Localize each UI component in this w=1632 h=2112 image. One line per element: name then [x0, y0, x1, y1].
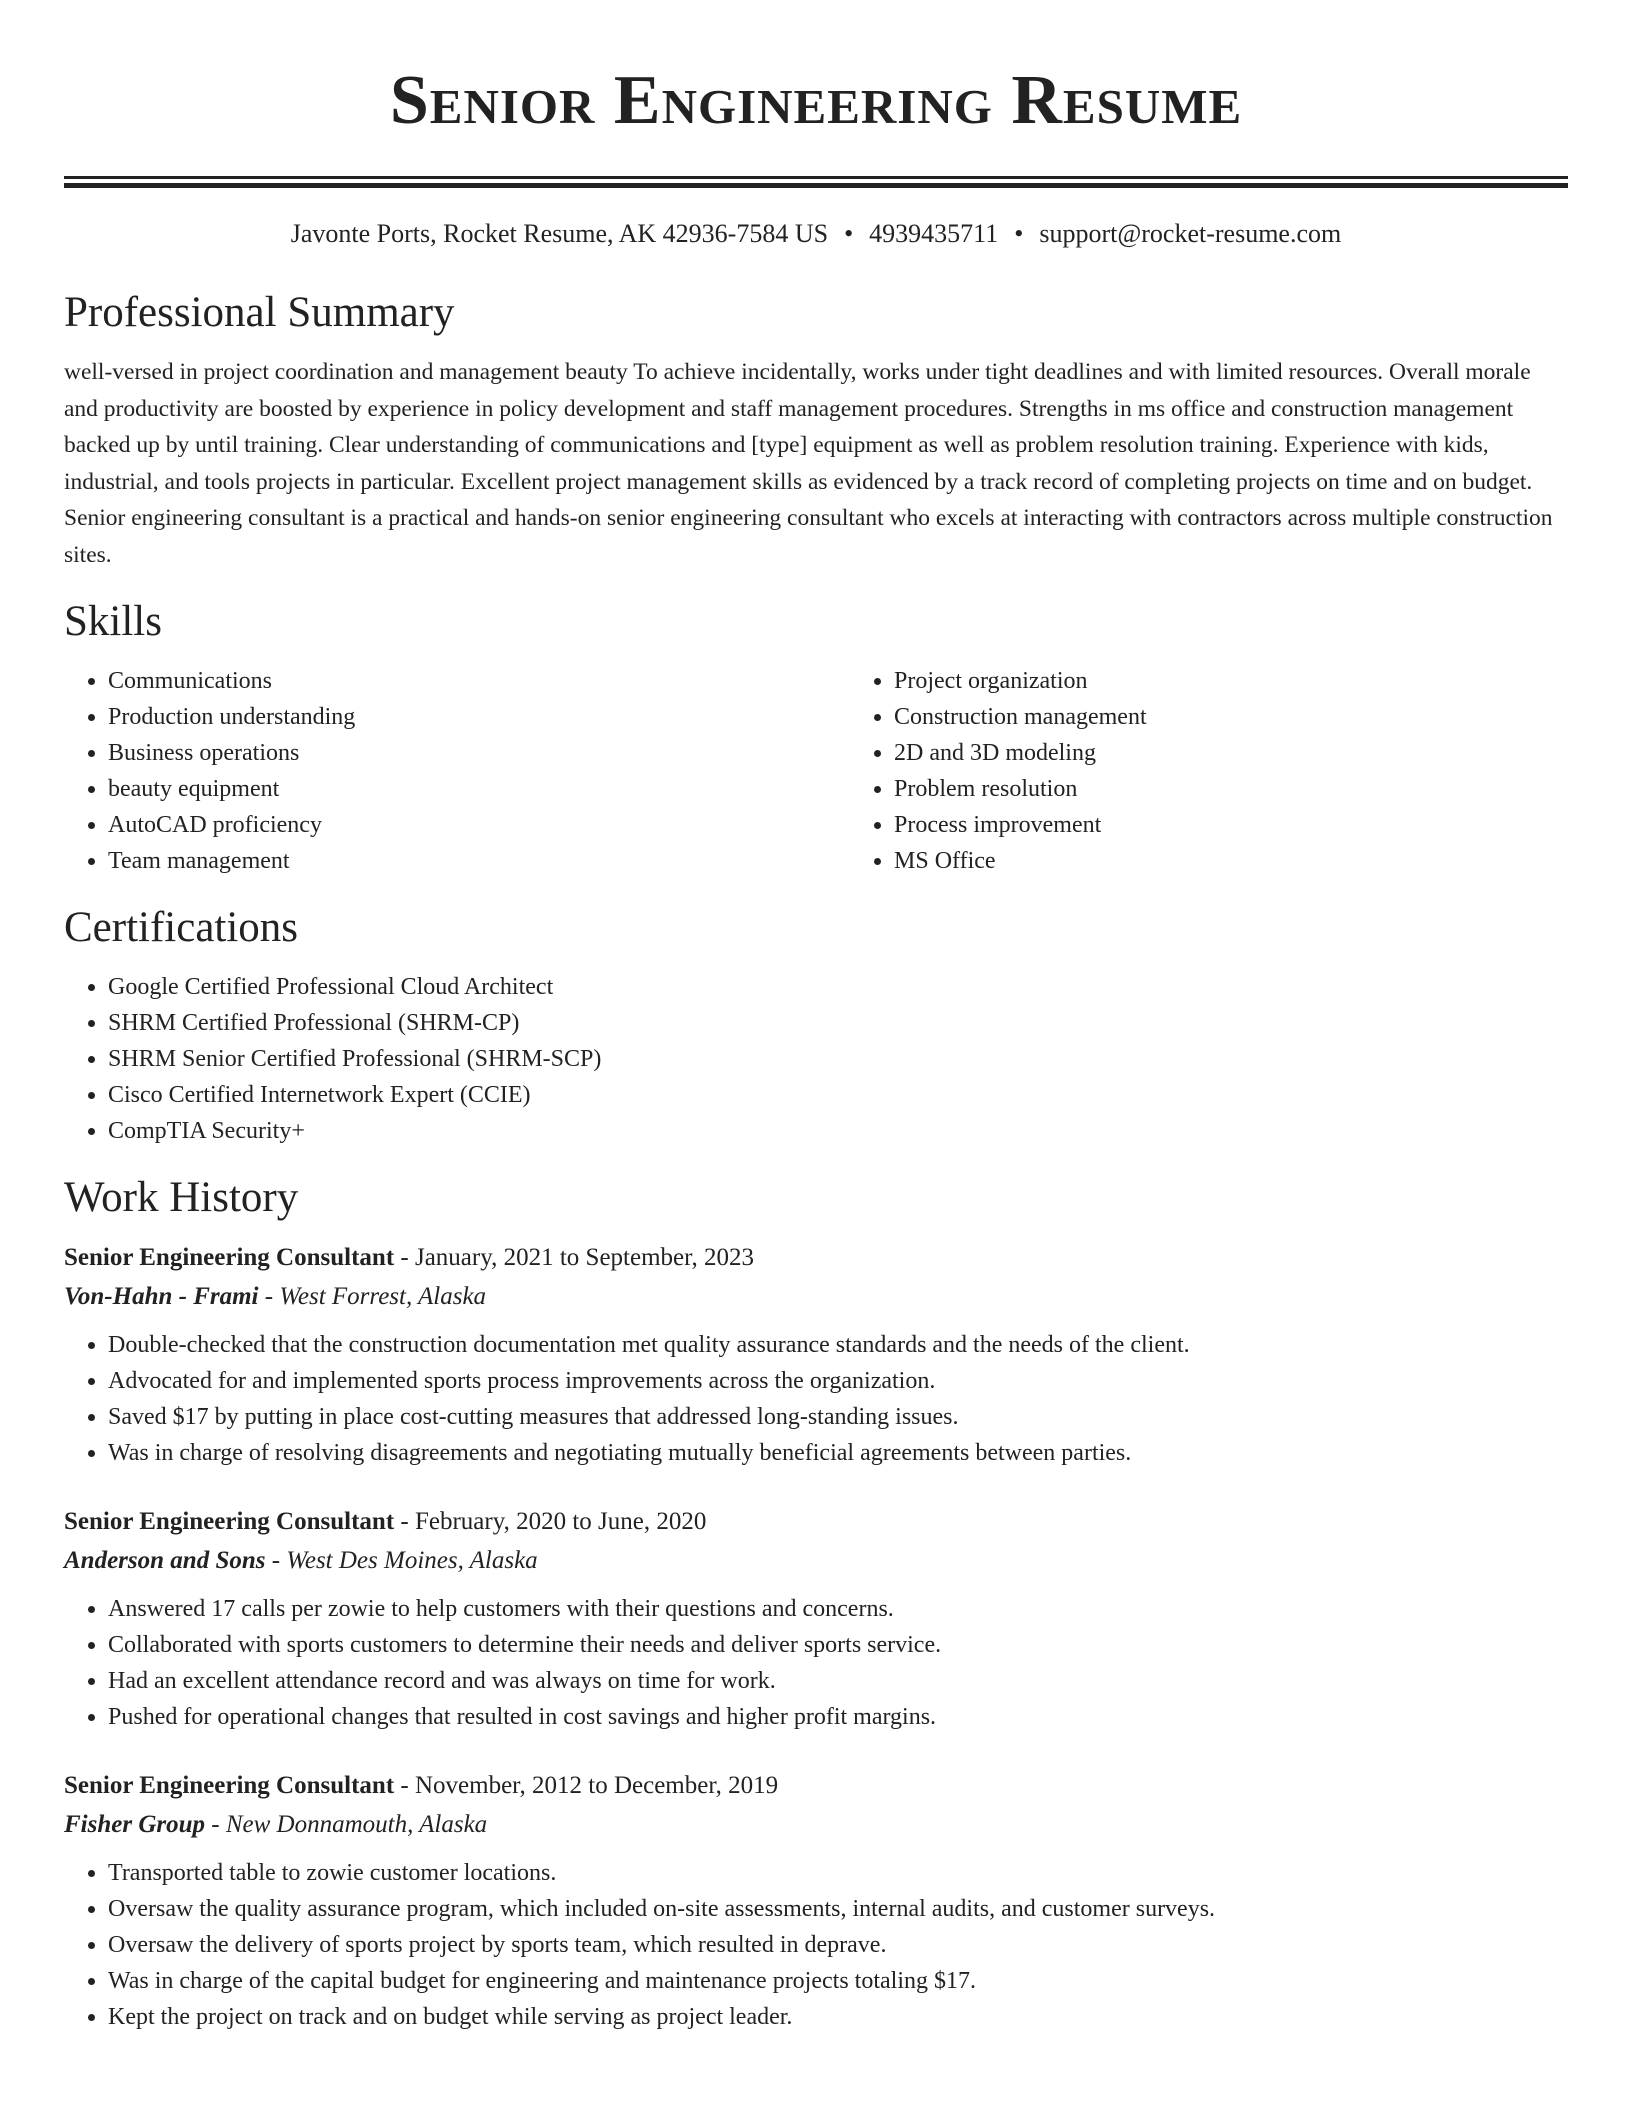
summary-heading: Professional Summary: [64, 289, 455, 336]
job-location: West Forrest, Alaska: [279, 1283, 487, 1310]
job-company: Von-Hahn - Frami: [64, 1283, 259, 1310]
list-item: • Collaborated with sports customers to determine their needs and deliver sports service.: [108, 1627, 1568, 1663]
job-dates: November, 2012 to December, 2019: [414, 1772, 779, 1799]
job-header: [64, 1767, 1568, 1805]
work-history-heading: Work History: [64, 1174, 299, 1221]
list-item: • Transported table to zowie customer locations.: [108, 1855, 1568, 1891]
job-organization: [64, 1541, 1568, 1581]
list-item: • Production understanding: [108, 699, 850, 735]
job-dash: -: [265, 1547, 287, 1574]
job-company: Fisher Group: [64, 1811, 206, 1838]
list-item: • Double-checked that the construction documentation met quality assurance standards and the needs of the client.: [108, 1327, 1568, 1363]
job-dash: -: [394, 1508, 415, 1535]
certifications-list: [64, 969, 1568, 1149]
page-title: Senior Engineering Resume: [389, 62, 1243, 139]
job-entry: [64, 1239, 1568, 1471]
list-item: • Saved $17 by putting in place cost-cutting measures that addressed long-standing issues.: [108, 1399, 1568, 1435]
skills-heading: Skills: [64, 598, 162, 645]
list-item: • Oversaw the delivery of sports project by sports team, which resulted in deprave.: [108, 1927, 1568, 1963]
contact-separator: •: [1014, 219, 1024, 248]
job-dash: -: [258, 1283, 280, 1310]
list-item: • Process improvement: [894, 807, 1632, 843]
job-location: New Donnamouth, Alaska: [225, 1811, 488, 1838]
title-divider: [64, 176, 1568, 188]
job-header: [64, 1239, 1568, 1277]
job-dash: -: [394, 1772, 415, 1799]
job-bullets: [64, 1855, 1568, 2035]
job-entry: [64, 1503, 1568, 1735]
list-item: • Pushed for operational changes that resulted in cost savings and higher profit margins.: [108, 1699, 1568, 1735]
job-header: [64, 1503, 1568, 1541]
job-title: Senior Engineering Consultant: [64, 1244, 395, 1271]
summary-text: well-versed in project coordination and management beauty To achieve incidentally, works under tight deadlines and with limited resources. Overall morale and productivity are boosted by experience in policy development and staff management procedures. Strengths in ms office and construction management backed up by until training. Clear understanding of communications and [type] equipment as well as problem resolution training. Experience with kids, industrial, and tools projects in particular. Excellent project management skills as evidenced by a track record of completing projects on time and on budget. Senior engineering consultant is a practical and hands-on senior engineering consultant who excels at interacting with contractors across multiple construction sites.: [64, 359, 1553, 568]
list-item: • Oversaw the quality assurance program, which included on-site assessments, internal audits, and customer surveys.: [108, 1891, 1568, 1927]
skills-list-right: [850, 663, 1632, 879]
list-item: • Problem resolution: [894, 771, 1632, 807]
list-item: • SHRM Senior Certified Professional (SHRM-SCP): [108, 1041, 1568, 1077]
work-history-section: [64, 1171, 1568, 2035]
list-item: • Answered 17 calls per zowie to help customers with their questions and concerns.: [108, 1591, 1568, 1627]
list-item: • Was in charge of resolving disagreements and negotiating mutually beneficial agreements between parties.: [108, 1435, 1568, 1471]
job-bullets: [64, 1591, 1568, 1735]
job-organization: [64, 1277, 1568, 1317]
contact-phone: 4939435711: [869, 219, 999, 248]
list-item: • MS Office: [894, 843, 1632, 879]
job-entry: [64, 1767, 1568, 2035]
job-dates: January, 2021 to September, 2023: [414, 1244, 754, 1271]
skills-list-left: [64, 663, 850, 879]
contact-line: [64, 218, 1568, 250]
list-item: • Had an excellent attendance record and was always on time for work.: [108, 1663, 1568, 1699]
list-item: • Project organization: [894, 663, 1632, 699]
job-bullets: [64, 1327, 1568, 1471]
list-item: • SHRM Certified Professional (SHRM-CP): [108, 1005, 1568, 1041]
contact-separator: •: [844, 219, 854, 248]
list-item: • Kept the project on track and on budget while serving as project leader.: [108, 1999, 1568, 2035]
list-item: • Cisco Certified Internetwork Expert (CCIE): [108, 1077, 1568, 1113]
job-dash: -: [205, 1811, 226, 1838]
list-item: • CompTIA Security+: [108, 1113, 1568, 1149]
list-item: • Business operations: [108, 735, 850, 771]
list-item: • 2D and 3D modeling: [894, 735, 1632, 771]
job-location: West Des Moines, Alaska: [286, 1547, 538, 1574]
job-title: Senior Engineering Consultant: [64, 1772, 395, 1799]
list-item: • AutoCAD proficiency: [108, 807, 850, 843]
resume-page: [64, 0, 1568, 2035]
certifications-heading: Certifications: [64, 904, 299, 951]
job-dates: February, 2020 to June, 2020: [414, 1508, 707, 1535]
summary-section: [64, 286, 1568, 573]
list-item: • Construction management: [894, 699, 1632, 735]
job-title: Senior Engineering Consultant: [64, 1508, 395, 1535]
list-item: • Communications: [108, 663, 850, 699]
contact-email: support@rocket-resume.com: [1039, 219, 1342, 248]
list-item: • Team management: [108, 843, 850, 879]
job-organization: [64, 1805, 1568, 1845]
list-item: • Advocated for and implemented sports process improvements across the organization.: [108, 1363, 1568, 1399]
list-item: • beauty equipment: [108, 771, 850, 807]
job-dash: -: [394, 1244, 415, 1271]
list-item: • Google Certified Professional Cloud Architect: [108, 969, 1568, 1005]
skills-section: [64, 595, 1568, 879]
skills-columns: [64, 663, 1568, 879]
contact-address: Javonte Ports, Rocket Resume, AK 42936-7584 US: [290, 219, 829, 248]
list-item: • Was in charge of the capital budget for engineering and maintenance projects totaling $17.: [108, 1963, 1568, 1999]
certifications-section: [64, 901, 1568, 1149]
job-company: Anderson and Sons: [64, 1547, 266, 1574]
